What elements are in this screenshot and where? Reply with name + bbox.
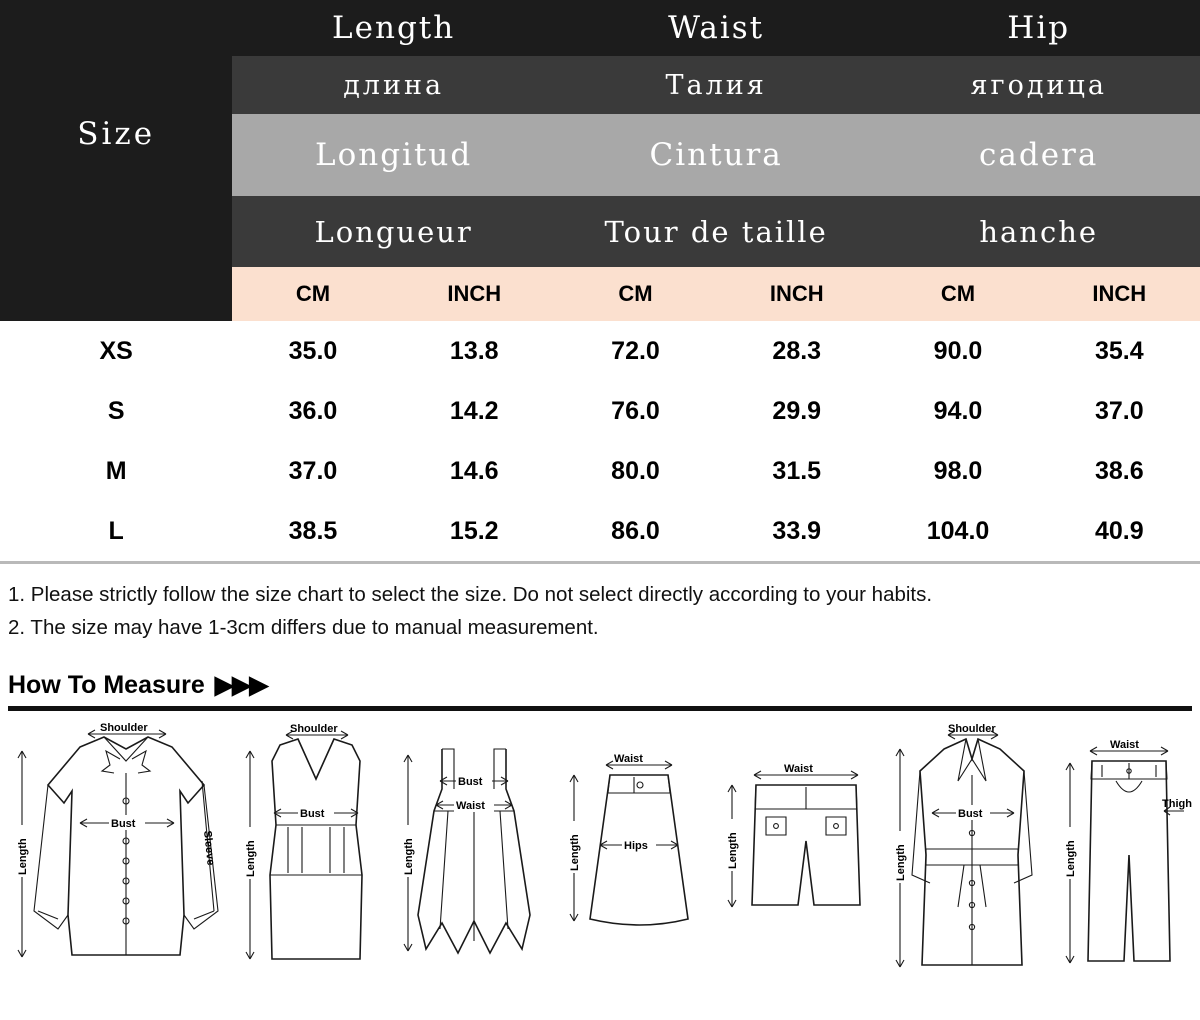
measure-figures	[8, 715, 1192, 977]
cell-length-cm: 35.0	[232, 321, 393, 381]
figure-shorts	[714, 715, 886, 977]
cell-length-cm: 36.0	[232, 381, 393, 441]
header-hip-fr: hanche	[877, 196, 1200, 267]
svg-text:Thigh: Thigh	[1162, 798, 1192, 810]
triple-arrow-icon: ▶▶▶	[214, 671, 267, 699]
cell-length-inch: 15.2	[394, 501, 555, 563]
header-waist-fr: Tour de taille	[555, 196, 878, 267]
cell-waist-inch: 28.3	[716, 321, 877, 381]
figure-trousers	[1056, 715, 1192, 977]
table-row	[0, 381, 1200, 441]
svg-text:Shoulder: Shoulder	[100, 722, 148, 734]
cell-hip-inch: 40.9	[1039, 501, 1200, 563]
row-size-label: M	[0, 441, 232, 501]
how-to-measure-section	[0, 670, 1200, 977]
cell-waist-cm: 72.0	[555, 321, 716, 381]
header-waist-en: Waist	[555, 0, 878, 56]
unit-length-cm: CM	[232, 267, 393, 321]
row-size-label: XS	[0, 321, 232, 381]
svg-text:Bust: Bust	[958, 808, 983, 820]
cell-hip-cm: 90.0	[877, 321, 1038, 381]
header-hip-en: Hip	[877, 0, 1200, 56]
figure-long-coat	[886, 715, 1056, 977]
row-size-label: L	[0, 501, 232, 563]
cell-waist-cm: 86.0	[555, 501, 716, 563]
svg-text:Shoulder: Shoulder	[290, 723, 338, 735]
svg-text:Length: Length	[569, 834, 581, 871]
cell-waist-cm: 76.0	[555, 381, 716, 441]
cell-waist-inch: 31.5	[716, 441, 877, 501]
table-row	[0, 441, 1200, 501]
svg-text:Length: Length	[727, 832, 739, 869]
cell-length-inch: 14.2	[394, 381, 555, 441]
unit-hip-inch: INCH	[1039, 267, 1200, 321]
notes-block	[0, 564, 1200, 644]
svg-text:Waist: Waist	[614, 753, 643, 765]
cell-hip-inch: 38.6	[1039, 441, 1200, 501]
svg-text:Bust: Bust	[111, 818, 136, 830]
cell-hip-cm: 98.0	[877, 441, 1038, 501]
cell-waist-inch: 29.9	[716, 381, 877, 441]
unit-waist-cm: CM	[555, 267, 716, 321]
unit-hip-cm: CM	[877, 267, 1038, 321]
cell-hip-inch: 37.0	[1039, 381, 1200, 441]
table-row	[0, 321, 1200, 381]
header-length-fr: Longueur	[232, 196, 555, 267]
svg-text:Length: Length	[1065, 840, 1077, 877]
cell-length-cm: 38.5	[232, 501, 393, 563]
cell-hip-inch: 35.4	[1039, 321, 1200, 381]
svg-text:Length: Length	[403, 838, 415, 875]
unit-header-row	[0, 267, 1200, 321]
svg-text:Shoulder: Shoulder	[948, 723, 996, 735]
svg-text:Length: Length	[895, 844, 907, 881]
cell-length-inch: 14.6	[394, 441, 555, 501]
svg-text:Bust: Bust	[300, 808, 325, 820]
size-header-cell: Size	[0, 0, 232, 267]
svg-text:Waist: Waist	[456, 800, 485, 812]
header-length-en: Length	[232, 0, 555, 56]
cell-length-inch: 13.8	[394, 321, 555, 381]
svg-text:Hips: Hips	[624, 840, 648, 852]
unit-row-blank	[0, 267, 232, 321]
cell-waist-cm: 80.0	[555, 441, 716, 501]
header-waist-ru: Талия	[555, 56, 878, 114]
figure-skirt	[554, 715, 714, 977]
how-to-measure-title	[8, 670, 1192, 700]
how-to-measure-label: How To Measure	[8, 670, 205, 699]
header-length-ru: длина	[232, 56, 555, 114]
figure-blouse	[8, 715, 236, 977]
header-hip-ru: ягодица	[877, 56, 1200, 114]
header-waist-es: Cintura	[555, 114, 878, 196]
row-size-label: S	[0, 381, 232, 441]
cell-waist-inch: 33.9	[716, 501, 877, 563]
unit-waist-inch: INCH	[716, 267, 877, 321]
header-length-es: Longitud	[232, 114, 555, 196]
svg-text:Waist: Waist	[784, 763, 813, 775]
figure-dress-flare	[396, 715, 554, 977]
cell-hip-cm: 94.0	[877, 381, 1038, 441]
section-divider	[8, 706, 1192, 711]
svg-text:Length: Length	[245, 840, 257, 877]
svg-text:Waist: Waist	[1110, 739, 1139, 751]
cell-hip-cm: 104.0	[877, 501, 1038, 563]
note-line-1: 1. Please strictly follow the size chart to select the size. Do not select directly according to your habits.	[8, 583, 933, 606]
header-row-english	[0, 0, 1200, 56]
svg-text:Sleeve: Sleeve	[201, 830, 217, 866]
figure-camisole	[236, 715, 396, 977]
note-line-2: 2. The size may have 1-3cm differs due to manual measurement.	[8, 616, 599, 639]
cell-length-cm: 37.0	[232, 441, 393, 501]
svg-text:Bust: Bust	[458, 776, 483, 788]
svg-text:Length: Length	[17, 838, 29, 875]
table-row	[0, 501, 1200, 563]
header-hip-es: cadera	[877, 114, 1200, 196]
unit-length-inch: INCH	[394, 267, 555, 321]
